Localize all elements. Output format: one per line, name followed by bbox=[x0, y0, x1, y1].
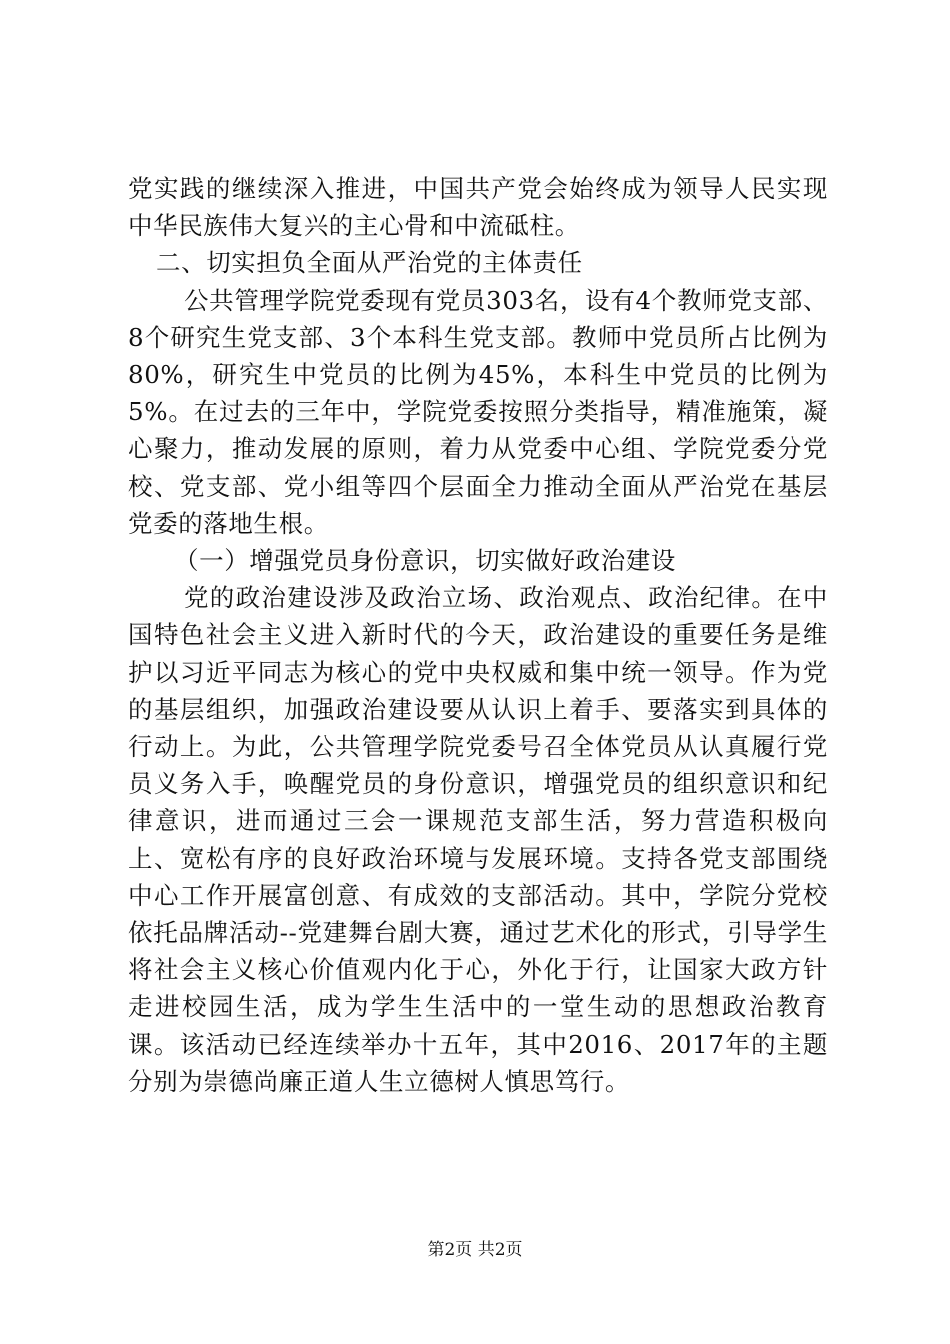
paragraph-political-construction: 党的政治建设涉及政治立场、政治观点、政治纪律。在中国特色社会主义进入新时代的今天，政治建设的重要任务是维护以习近平同志为核心的党中央权威和集中统一领导。作为党的基层组织，加强政治建设要从认识上着手、要落实到具体的行动上。为此，公共管理学院党委号召全体党员从认真履行党员义务入手，唤醒党员的身份意识，增强党员的组织意识和纪律意识，进而通过三会一课规范支部生活，努力营造积极向上、宽松有序的良好政治环境与发展环境。支持各党支部围绕中心工作开展富创意、有成效的支部活动。其中，学院分党校依托品牌活动--党建舞台剧大赛，通过艺术化的形式，引导学生将社会主义核心价值观内化于心，外化于行，让国家大政方针走进校园生活，成为学生生活中的一堂生动的思想政治教育课。该活动已经连续举办十五年，其中2016、2017年的主题分别为崇德尚廉正道人生立德树人慎思笃行。 bbox=[128, 583, 828, 1096]
subsection-heading: （一）增强党员身份意识，切实做好政治建设 bbox=[174, 546, 676, 576]
page-number-footer: 第2页 共2页 bbox=[427, 1240, 523, 1260]
document-body bbox=[128, 170, 828, 1100]
paragraph-party-members: 公共管理学院党委现有党员303名，设有4个教师党支部、8个研究生党支部、3个本科生党支部。教师中党员所占比例为80%，研究生中党员的比例为45%，本科生中党员的比例为5%。在过去的三年中，学院党委按照分类指导，精准施策，凝心聚力，推动发展的原则，着力从党委中心组、学院党委分党校、党支部、党小组等四个层面全力推动全面从严治党在基层党委的落地生根。 bbox=[128, 285, 828, 538]
section-heading: 二、切实担负全面从严治党的主体责任 bbox=[156, 248, 583, 278]
paragraph-continuation: 党实践的继续深入推进，中国共产党会始终成为领导人民实现中华民族伟大复兴的主心骨和中流砥柱。 bbox=[128, 174, 828, 241]
